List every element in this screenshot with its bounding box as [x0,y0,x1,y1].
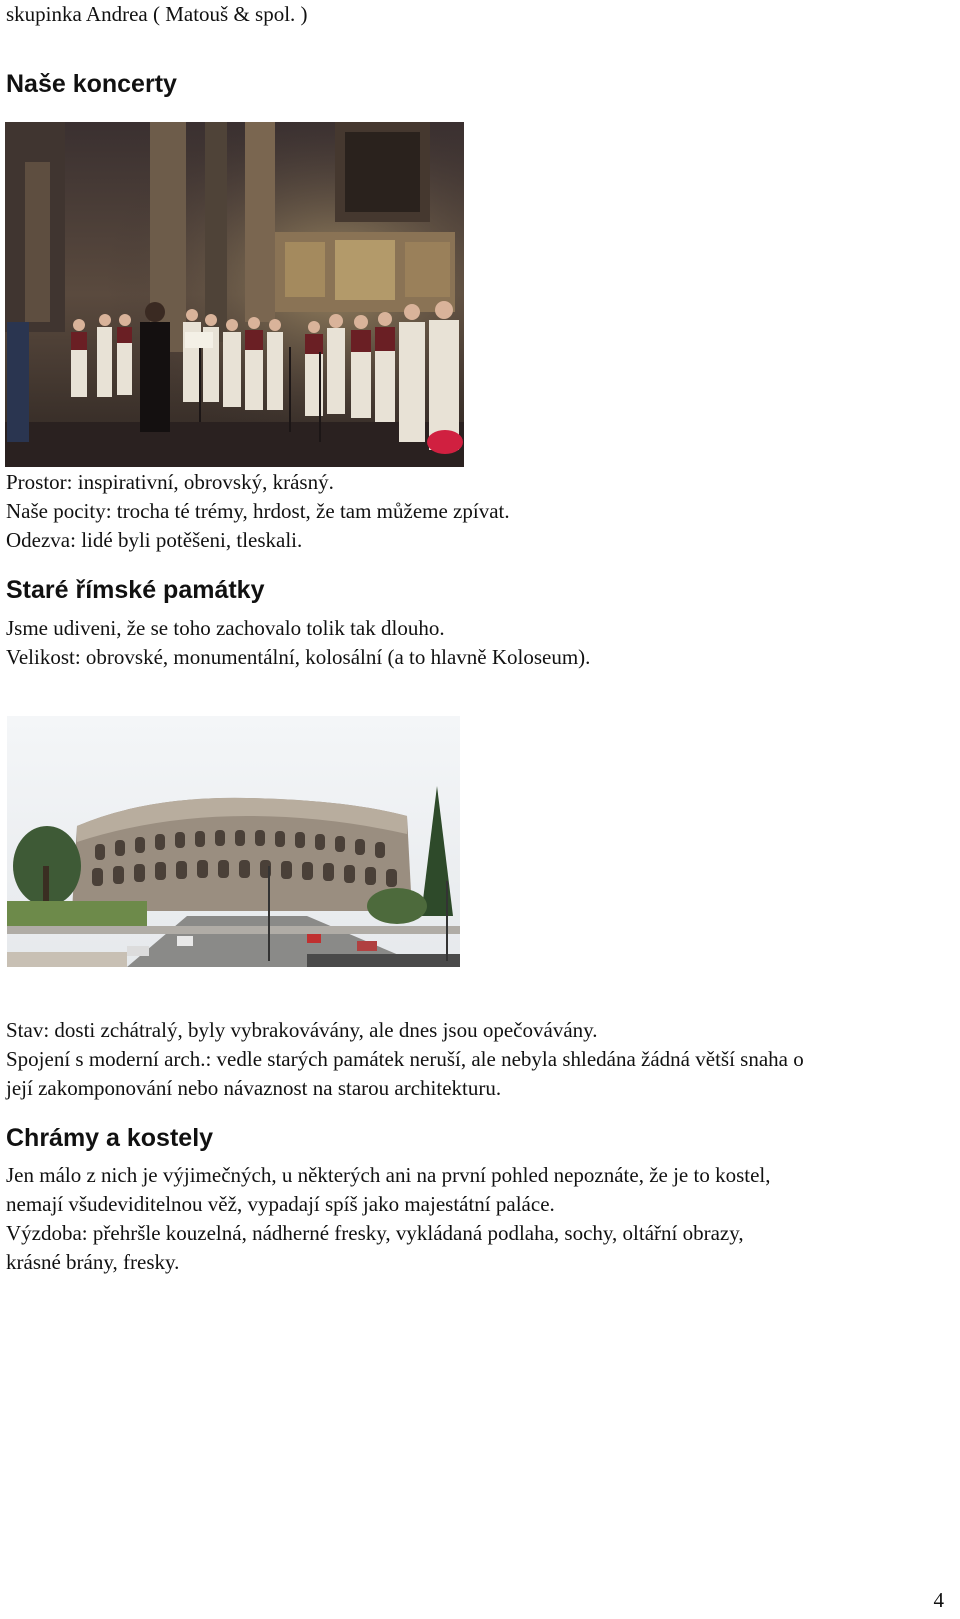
monuments-line: Velikost: obrovské, monumentální, kolosální (a to hlavně Koloseum). [6,645,591,669]
churches-line: krásné brány, fresky. [6,1250,180,1274]
concerts-line: Odezva: lidé byli potěšeni, tleskali. [6,528,303,552]
monuments-line: Spojení s moderní arch.: vedle starých památek neruší, ale nebyla shledána žádná větší snaha o [6,1047,804,1071]
churches-text [6,1161,940,1277]
header-text: skupinka Andrea ( Matouš & spol. ) [6,2,308,26]
section-title-concerts: Naše koncerty [6,70,177,98]
monuments-line: Jsme udiveni, že se toho zachovalo tolik tak dlouho. [6,616,445,640]
concerts-line: Prostor: inspirativní, obrovský, krásný. [6,470,334,494]
header-line [6,0,940,29]
monuments-line: Stav: dosti zchátralý, byly vybrakovávány, ale dnes jsou opečovávány. [6,1018,598,1042]
monuments-line: její zakomponování nebo návaznost na starou architekturu. [6,1076,502,1100]
churches-line: Jen málo z nich je výjimečných, u některých ani na první pohled nepoznáte, že je to kostel, [6,1163,771,1187]
monuments-text-after [6,1016,940,1103]
concerts-text [6,468,940,555]
churches-line: nemají všudeviditelnou věž, vypadají spíš jako majestátní paláce. [6,1192,555,1216]
section-title-churches: Chrámy a kostely [6,1124,214,1152]
concerts-line: Naše pocity: trocha té trémy, hrdost, že tam můžeme zpívat. [6,499,510,523]
page-number: 4 [933,1588,944,1612]
choir-concert-photo [5,122,464,467]
churches-line: Výzdoba: přehršle kouzelná, nádherné fresky, vykládaná podlaha, sochy, oltářní obrazy, [6,1221,744,1245]
section-title-monuments: Staré římské památky [6,576,265,604]
colosseum-photo [7,716,460,967]
monuments-text [6,614,940,672]
